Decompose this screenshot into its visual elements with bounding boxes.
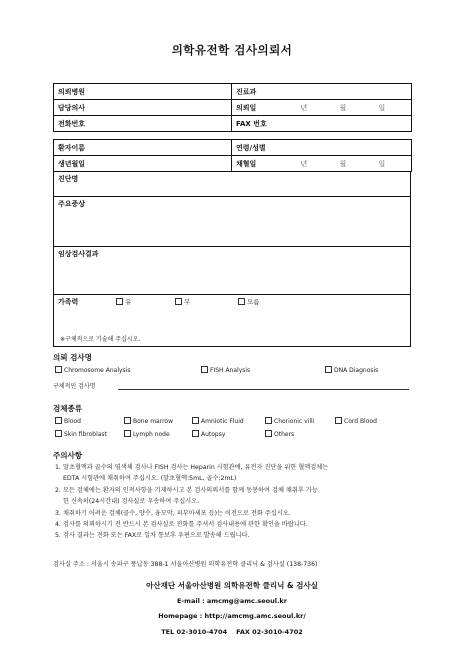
dna-diagnosis-option[interactable]: DNA Diagnosis — [325, 367, 378, 374]
specimen-skin-option[interactable]: Skin fibroblast — [55, 431, 107, 438]
page-title: 의학유전학 검사의뢰서 — [171, 43, 293, 57]
checkbox-icon — [175, 298, 182, 305]
symptoms-field[interactable] — [53, 196, 411, 247]
family-history-label: 가족력 — [58, 298, 79, 306]
checkbox-icon — [192, 430, 199, 437]
age-sex-label: 연령/성별 — [236, 143, 266, 152]
checkbox-icon — [124, 430, 131, 437]
family-unknown-option[interactable]: 모름 — [238, 297, 260, 306]
hospital-field[interactable] — [54, 84, 232, 100]
birth-date-label: 생년월일 — [58, 159, 86, 168]
doctor-field[interactable] — [54, 100, 232, 116]
checkbox-icon — [325, 366, 332, 373]
specimen-amniotic-option[interactable]: Amniotic Fluid — [192, 418, 244, 425]
family-note: ※구체적으로 기술해 주십시오. — [60, 336, 141, 343]
referral-date-field[interactable] — [232, 100, 412, 116]
diagnosis-field[interactable] — [53, 171, 411, 197]
hospital-label: 의뢰병원 — [58, 87, 86, 96]
specimen-lymph-option[interactable]: Lymph node — [124, 431, 170, 438]
note-item: 4. 검사를 의뢰하시기 전 반드시 본 검사실로 전화를 주셔서 검사내용에 관한 확인을 바랍니다. — [55, 521, 308, 529]
clinical-results-label: 임상검사결과 — [58, 250, 99, 258]
notes-list — [55, 462, 415, 542]
note-item: EDTA 시험관에 채취하여 주십시오. (말초혈액:5mL, 골수:2mL) — [63, 475, 237, 483]
specimen-bone-marrow-option[interactable]: Bone marrow — [124, 418, 173, 425]
checkbox-icon — [55, 417, 62, 424]
specimens-heading: 검체종류 — [53, 404, 82, 413]
checkbox-icon — [201, 366, 208, 373]
specimen-cord-blood-option[interactable]: Cord Blood — [335, 418, 377, 425]
clinical-results-field[interactable] — [53, 246, 411, 295]
footer-org: 아산재단 서울아산병원 의학유전학 클리닉 & 검사실 — [146, 581, 318, 590]
year-label: 년 — [300, 103, 309, 112]
checkbox-icon — [265, 417, 272, 424]
birth-date-field[interactable] — [54, 156, 232, 172]
collection-date-label: 채혈일 — [236, 159, 257, 168]
day-label: 일 — [378, 103, 387, 112]
checkbox-icon — [238, 298, 245, 305]
referral-date-label: 의뢰일 — [236, 103, 257, 112]
note-item: 한 신속히(24시간내) 검사실로 우송하여 주십시오. — [63, 498, 200, 506]
month-label: 월 — [339, 103, 348, 112]
specimen-autopsy-option[interactable]: Autopsy — [192, 431, 225, 438]
age-sex-field[interactable] — [232, 140, 412, 156]
specific-test-input[interactable] — [118, 389, 409, 390]
chromosome-analysis-option[interactable]: Chromosome Analysis — [55, 367, 130, 374]
note-item: 3. 채취하기 어려운 검체(골수, 양수, 융모막, 피부아세포 등)는 이전으로 전화 주십시오. — [55, 509, 291, 517]
fish-analysis-option[interactable]: FISH Analysis — [201, 367, 250, 374]
lab-address: 검사실 주소 : 서울시 송파구 풍납동 388-1 서울아산병원 의학유전학 클리닉 & 검사실 (138-736) — [53, 561, 318, 568]
fax-field[interactable] — [232, 116, 412, 132]
collection-date-field[interactable] — [232, 156, 412, 172]
day-label: 일 — [378, 159, 387, 168]
checkbox-icon — [124, 417, 131, 424]
notes-heading: 주의사항 — [53, 451, 82, 460]
checkbox-icon — [335, 417, 342, 424]
note-item: 1. 말초혈액과 골수의 염색체 검사나 FISH 검사는 Heparin 시험관에, 유전자 진단을 위한 혈액검체는 — [55, 464, 329, 471]
specimen-others-option[interactable]: Others — [265, 431, 294, 438]
checkbox-icon — [192, 417, 199, 424]
note-item: 5. 검사 결과는 전화 또는 FAX로 일차 통보후 우편으로 발송해 드립니다. — [55, 532, 250, 540]
checkbox-icon — [55, 430, 62, 437]
year-label: 년 — [300, 159, 309, 168]
dept-label: 진료과 — [236, 87, 257, 96]
checkbox-icon — [265, 430, 272, 437]
patient-name-field[interactable] — [54, 140, 232, 156]
specimen-chorionic-option[interactable]: Chorionic villi — [265, 418, 314, 425]
specific-test-label: 구체적인 검사명 — [53, 383, 96, 390]
family-history-field — [53, 294, 411, 347]
referral-info-table — [53, 83, 412, 132]
phone-label: 전화번호 — [58, 119, 86, 128]
checkbox-icon — [116, 298, 123, 305]
footer-homepage[interactable]: Homepage : http://amcmg.amc.seoul.kr/ — [158, 612, 306, 620]
doctor-label: 담당의사 — [58, 103, 86, 112]
month-label: 월 — [339, 159, 348, 168]
tests-heading: 의뢰 검사명 — [53, 353, 92, 362]
family-no-option[interactable]: 무 — [175, 297, 190, 306]
fax-label: FAX 번호 — [236, 119, 267, 128]
note-item: 2. 모든 검체에는 환자의 인적사항을 기재하시고 본 검사의뢰서를 함께 동봉하여 검체 채취후 가능 — [55, 486, 318, 494]
patient-name-label: 환자이름 — [58, 143, 86, 152]
family-yes-option[interactable]: 유 — [116, 297, 131, 306]
dept-field[interactable] — [232, 84, 412, 100]
specimen-blood-option[interactable]: Blood — [55, 418, 81, 425]
patient-info-table — [53, 139, 412, 172]
checkbox-icon — [55, 366, 62, 373]
symptoms-label: 주요증상 — [58, 200, 86, 208]
diagnosis-label: 진단명 — [58, 175, 79, 183]
footer-email[interactable]: E-mail : amcmg@amc.seoul.kr — [177, 597, 287, 605]
footer-tel-fax: TEL 02-3010-4704 FAX 02-3010-4702 — [161, 628, 303, 636]
phone-field[interactable] — [54, 116, 232, 132]
